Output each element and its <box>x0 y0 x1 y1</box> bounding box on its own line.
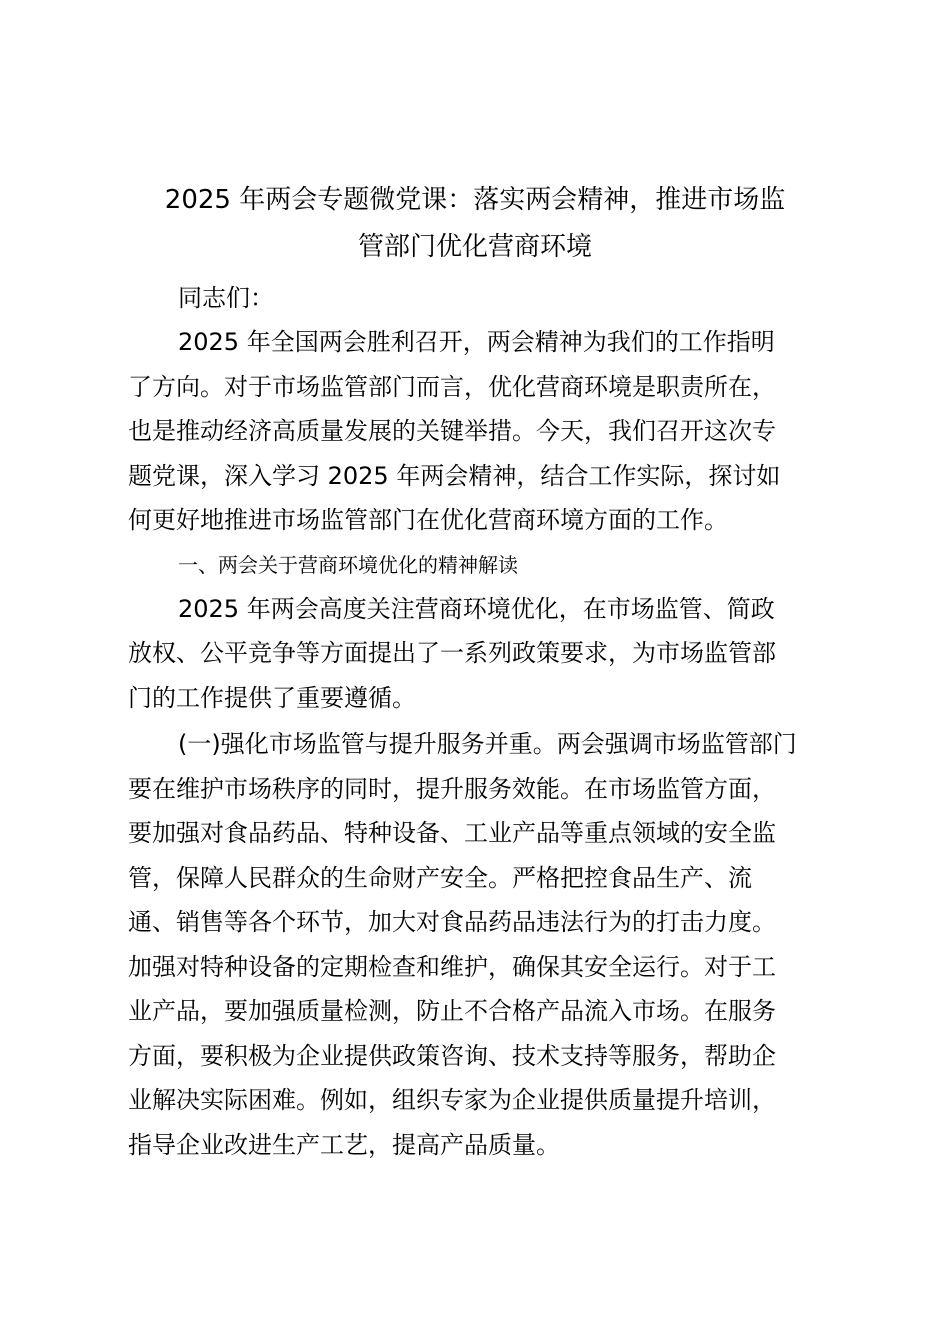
paragraph-3-line-5: 通、销售等各个环节，加大对食品药品违法行为的打击力度。 <box>128 908 776 936</box>
paragraph-3-line-3: 要加强对食品药品、特种设备、工业产品等重点领域的安全监 <box>128 819 776 847</box>
paragraph-2-line-2: 放权、公平竞争等方面提出了一系列政策要求，为市场监管部 <box>128 639 776 667</box>
paragraph-2-line-3: 门的工作提供了重要遵循。 <box>128 684 416 712</box>
paragraph-1-line-3: 也是推动经济高质量发展的关键举措。今天，我们召开这次专 <box>128 417 776 445</box>
document-title-line-1: 2025 年两会专题微党课：落实两会精神，推进市场监 <box>164 185 786 215</box>
paragraph-3-line-6: 加强对特种设备的定期检查和维护，确保其安全运行。对于工 <box>128 953 776 981</box>
paragraph-3-line-8: 方面，要积极为企业提供政策咨询、技术支持等服务，帮助企 <box>128 1042 776 1070</box>
paragraph-3-line-2: 要在维护市场秩序的同时，提升服务效能。在市场监管方面， <box>128 775 776 803</box>
paragraph-3-line-1: (一)强化市场监管与提升服务并重。两会强调市场监管部门 <box>178 730 797 758</box>
paragraph-1-line-1: 2025 年全国两会胜利召开，两会精神为我们的工作指明 <box>178 328 775 356</box>
paragraph-1-line-4: 题党课，深入学习 2025 年两会精神，结合工作实际，探讨如 <box>128 462 781 490</box>
paragraph-3-line-9: 业解决实际困难。例如，组织专家为企业提供质量提升培训， <box>128 1086 776 1114</box>
paragraph-2-line-1: 2025 年两会高度关注营商环境优化，在市场监管、简政 <box>178 595 775 623</box>
paragraph-3-line-7: 业产品，要加强质量检测，防止不合格产品流入市场。在服务 <box>128 997 776 1025</box>
salutation: 同志们： <box>178 284 274 312</box>
paragraph-3-line-4: 管，保障人民群众的生命财产安全。严格把控食品生产、流 <box>128 864 752 892</box>
document-title-line-2: 管部门优化营商环境 <box>357 232 592 262</box>
paragraph-3-line-10: 指导企业改进生产工艺，提高产品质量。 <box>128 1131 560 1159</box>
paragraph-1-line-2: 了方向。对于市场监管部门而言，优化营商环境是职责所在， <box>128 373 776 401</box>
section-1-heading: 一、两会关于营商环境优化的精神解读 <box>178 553 518 577</box>
paragraph-1-line-5: 何更好地推进市场监管部门在优化营商环境方面的工作。 <box>128 506 728 534</box>
